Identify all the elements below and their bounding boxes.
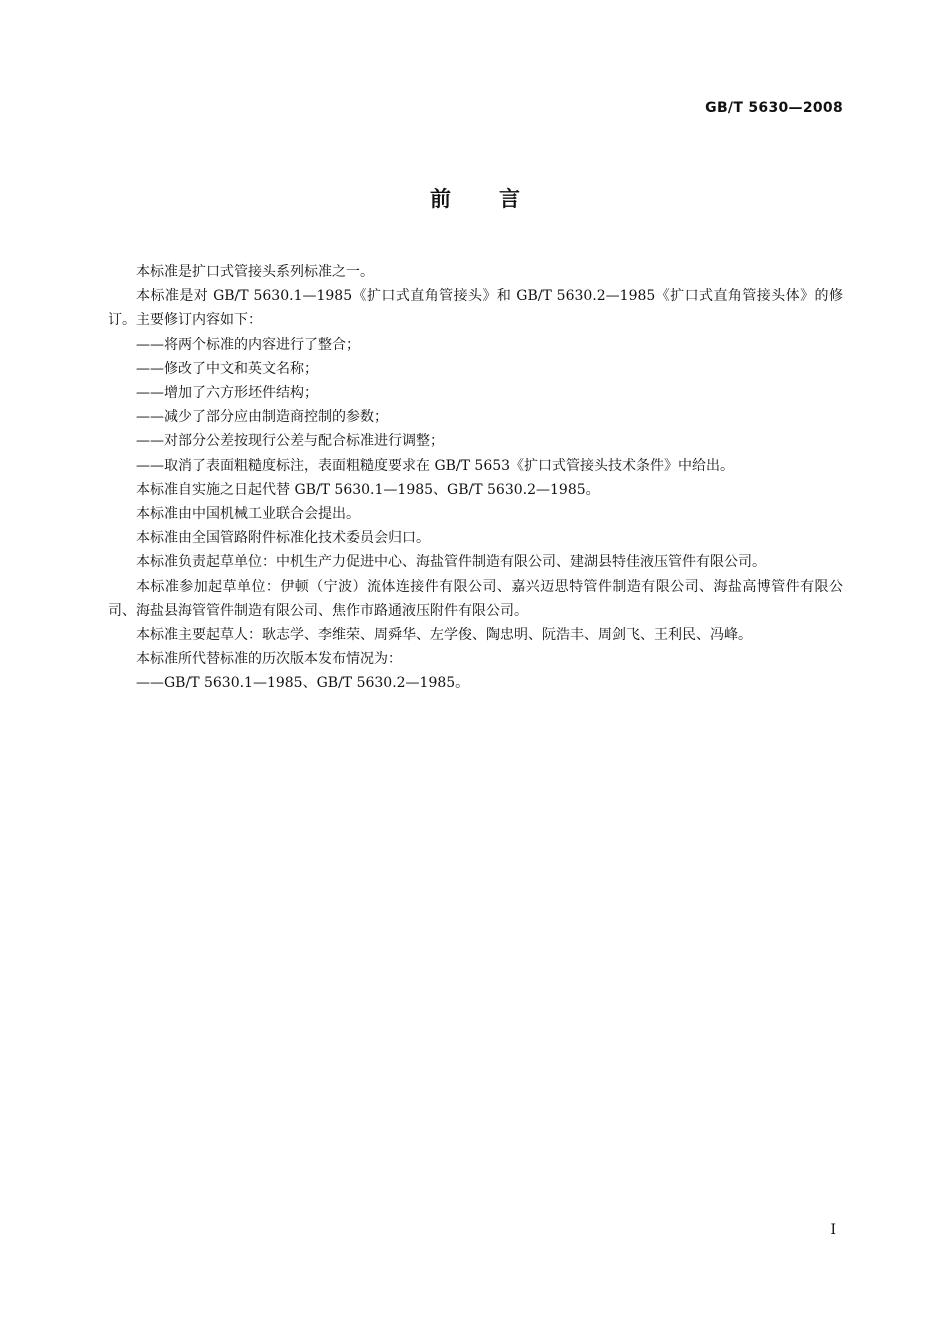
list-item: ——取消了表面粗糙度标注，表面粗糙度要求在 GB/T 5653《扩口式管接头技术条件》中给出。 bbox=[136, 457, 735, 474]
paragraph: 本标准负责起草单位：中机生产力促进中心、海盐管件制造有限公司、建湖县特佳液压管件有限公司。 bbox=[136, 554, 766, 571]
list-item: ——对部分公差按现行公差与配合标准进行调整； bbox=[136, 433, 444, 450]
paragraph: 本标准所代替标准的历次版本发布情况为： bbox=[136, 651, 402, 668]
paragraph: 本标准是扩口式管接头系列标准之一。 bbox=[136, 264, 374, 280]
foreword-body bbox=[108, 260, 843, 696]
paragraph: 本标准是对 GB/T 5630.1—1985《扩口式直角管接头》和 GB/T 5630.2—1985《扩口式直角管接头体》的修订。主要修订内容如下： bbox=[108, 288, 843, 329]
list-item: ——将两个标准的内容进行了整合； bbox=[136, 336, 360, 353]
list-item: ——增加了六方形坯件结构； bbox=[136, 385, 318, 402]
list-item: ——减少了部分应由制造商控制的参数； bbox=[136, 409, 388, 426]
list-item: ——GB/T 5630.1—1985、GB/T 5630.2—1985。 bbox=[136, 675, 470, 692]
paragraph: 本标准自实施之日起代替 GB/T 5630.1—1985、GB/T 5630.2—1985。 bbox=[136, 481, 600, 498]
paragraph: 本标准参加起草单位：伊顿（宁波）流体连接件有限公司、嘉兴迈思特管件制造有限公司、海盐高博管件有限公司、海盐县海管管件制造有限公司、焦作市路通液压附件有限公司。 bbox=[108, 578, 843, 619]
page-title: 前言 bbox=[430, 187, 568, 211]
paragraph: 本标准由中国机械工业联合会提出。 bbox=[136, 506, 360, 523]
list-item: ——修改了中文和英文名称； bbox=[136, 360, 318, 377]
standard-number: GB/T 5630—2008 bbox=[705, 100, 843, 116]
paragraph: 本标准由全国管路附件标准化技术委员会归口。 bbox=[136, 530, 430, 547]
paragraph: 本标准主要起草人：耿志学、李维荣、周舜华、左学俊、陶忠明、阮浩丰、周剑飞、王利民、冯峰。 bbox=[136, 627, 752, 644]
page-number: I bbox=[830, 1222, 836, 1238]
